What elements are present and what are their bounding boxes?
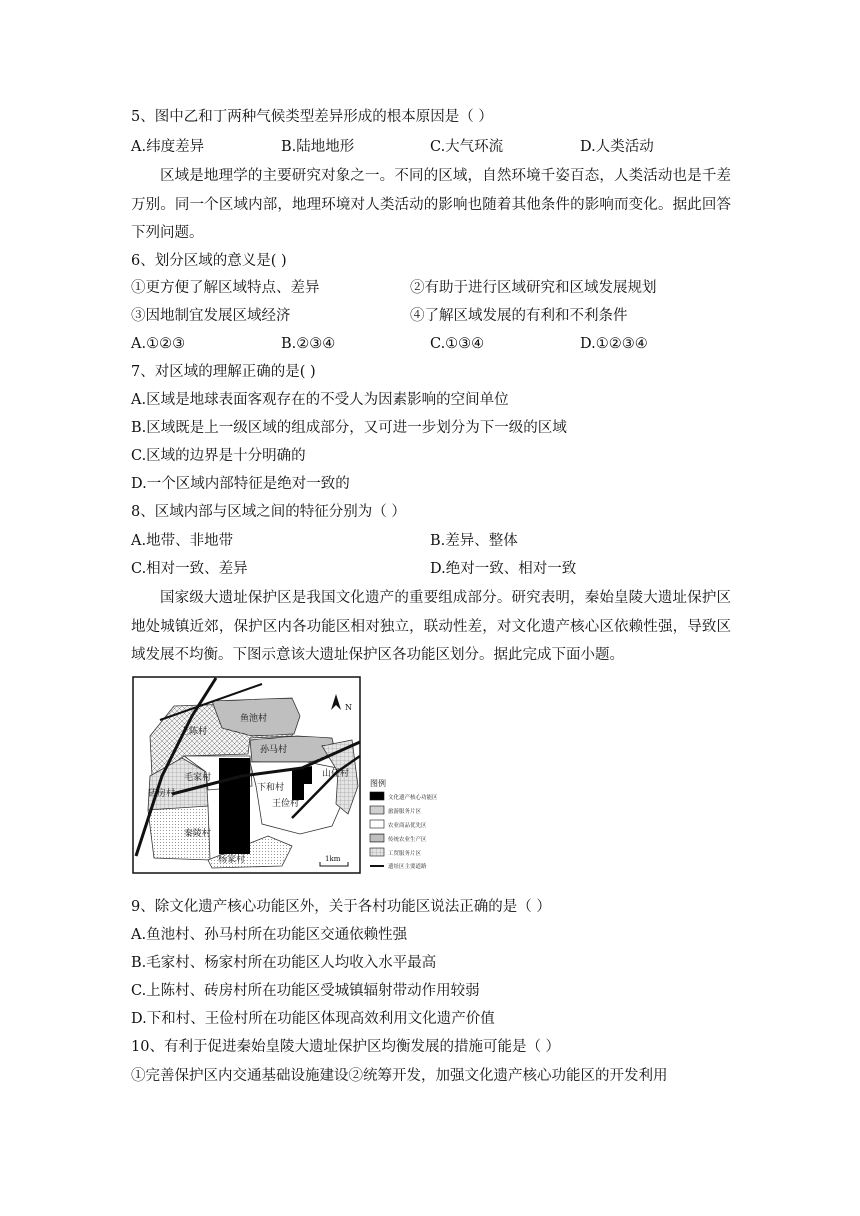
q8-stem: 8、区域内部与区域之间的特征分别为（ ） — [131, 504, 406, 520]
legend-label-agri-priority: 农业商品优先区 — [388, 823, 427, 829]
label-shangchen: 上陈村 — [180, 727, 208, 737]
q8-option-c: C.相对一致、差异 — [131, 561, 248, 577]
legend-label-traditional-agri: 传统农业生产区 — [388, 837, 427, 843]
legend-label-road: 遗址区主要道路 — [388, 864, 427, 870]
q5-stem: 5、图中乙和丁两种气候类型差异形成的根本原因是（ ） — [131, 109, 493, 125]
label-maojia: 毛家村 — [184, 773, 212, 783]
q10-stem: 10、有利于促进秦始皇陵大遗址保护区均衡发展的措施可能是（ ） — [131, 1039, 561, 1055]
label-sunma: 孙马村 — [260, 745, 288, 755]
label-yangjia: 杨家村 — [218, 855, 246, 865]
q7-stem: 7、对区域的理解正确的是( ) — [131, 364, 316, 380]
legend-label-core: 文化遗产核心功能区 — [388, 795, 438, 801]
legend-swatch-traditional-agri — [370, 834, 384, 842]
q6-item-4: ④了解区域发展的有利和不利条件 — [410, 308, 628, 324]
q7-option-a: A.区域是地球表面客观存在的不受人为因素影响的空间单位 — [131, 392, 509, 408]
q9-option-a: A.鱼池村、孙马村所在功能区交通依赖性强 — [131, 927, 408, 943]
q7-option-b: B.区域既是上一级区域的组成部分，又可进一步划分为下一级的区域 — [131, 420, 567, 436]
q9-option-c: C.上陈村、砖房村所在功能区受城镇辐射带动作用较弱 — [131, 983, 480, 999]
legend-label-industry-trade: 工贸服务片区 — [388, 851, 422, 857]
q6-stem: 6、划分区域的意义是( ) — [131, 253, 287, 269]
label-shanren: 山任村 — [322, 769, 350, 779]
q8-option-a: A.地带、非地带 — [131, 533, 234, 549]
north-label: N — [345, 703, 352, 712]
q9-option-b: B.毛家村、杨家村所在功能区人均收入水平最高 — [131, 955, 437, 971]
q5-option-c: C.大气环流 — [430, 139, 504, 155]
q7-option-d: D.一个区域内部特征是绝对一致的 — [131, 476, 350, 492]
q6-item-1: ①更方便了解区域特点、差异 — [131, 280, 320, 296]
q8-option-b: B.差异、整体 — [430, 533, 518, 549]
q8-option-d: D.绝对一致、相对一致 — [430, 561, 577, 577]
label-yuchi: 鱼池村 — [240, 714, 268, 724]
q6-option-a: A.①②③ — [131, 336, 186, 352]
passage-2: 国家级大遗址保护区是我国文化遗产的重要组成部分。研究表明，秦始皇陵大遗址保护区地处城镇近郊，保护区内各功能区相对独立，联动性差，对文化遗产核心区依赖性强，导致区域发展不均衡。下图示意该大遗址保护区各功能区划分。据此完成下面小题。 — [131, 590, 731, 663]
legend-title: 图例 — [370, 779, 386, 788]
q9-option-d: D.下和村、王俭村所在功能区体现高效利用文化遗产价值 — [131, 1011, 495, 1027]
q6-option-c: C.①③④ — [430, 336, 485, 352]
label-zhuanfang: 砖房村 — [148, 789, 176, 799]
legend-swatch-tourism — [370, 806, 384, 814]
core-heritage-zone — [219, 758, 250, 854]
legend-swatch-core — [370, 792, 384, 800]
legend-swatch-agri-priority — [370, 820, 384, 828]
q10-line-1: ①完善保护区内交通基础设施建设②统筹开发，加强文化遗产核心功能区的开发利用 — [131, 1068, 668, 1084]
q6-option-d: D.①②③④ — [580, 336, 648, 352]
legend-swatch-industry-trade — [370, 848, 384, 856]
legend-label-tourism: 旅游服务片区 — [388, 809, 422, 815]
q6-item-2: ②有助于进行区域研究和区域发展规划 — [410, 280, 657, 296]
heritage-zone-map — [132, 676, 477, 876]
scale-label: 1km — [325, 855, 341, 863]
label-wangjian: 王俭村 — [272, 799, 300, 809]
q9-stem: 9、除文化遗产核心功能区外，关于各村功能区说法正确的是（ ） — [131, 899, 551, 915]
q5-option-a: A.纬度差异 — [131, 139, 205, 155]
q5-option-b: B.陆地地形 — [281, 139, 355, 155]
q5-option-d: D.人类活动 — [580, 139, 654, 155]
q6-option-b: B.②③④ — [281, 336, 336, 352]
label-xiahe: 下和村 — [257, 783, 285, 793]
q7-option-c: C.区域的边界是十分明确的 — [131, 448, 306, 464]
passage-1: 区域是地理学的主要研究对象之一。不同的区域，自然环境千姿百态，人类活动也是千差万别。同一个区域内部，地理环境对人类活动的影响也随着其他条件的影响而变化。据此回答下列问题。 — [131, 168, 731, 241]
q6-item-3: ③因地制宜发展区域经济 — [131, 308, 291, 324]
label-qinling: 秦陵村 — [184, 829, 212, 839]
